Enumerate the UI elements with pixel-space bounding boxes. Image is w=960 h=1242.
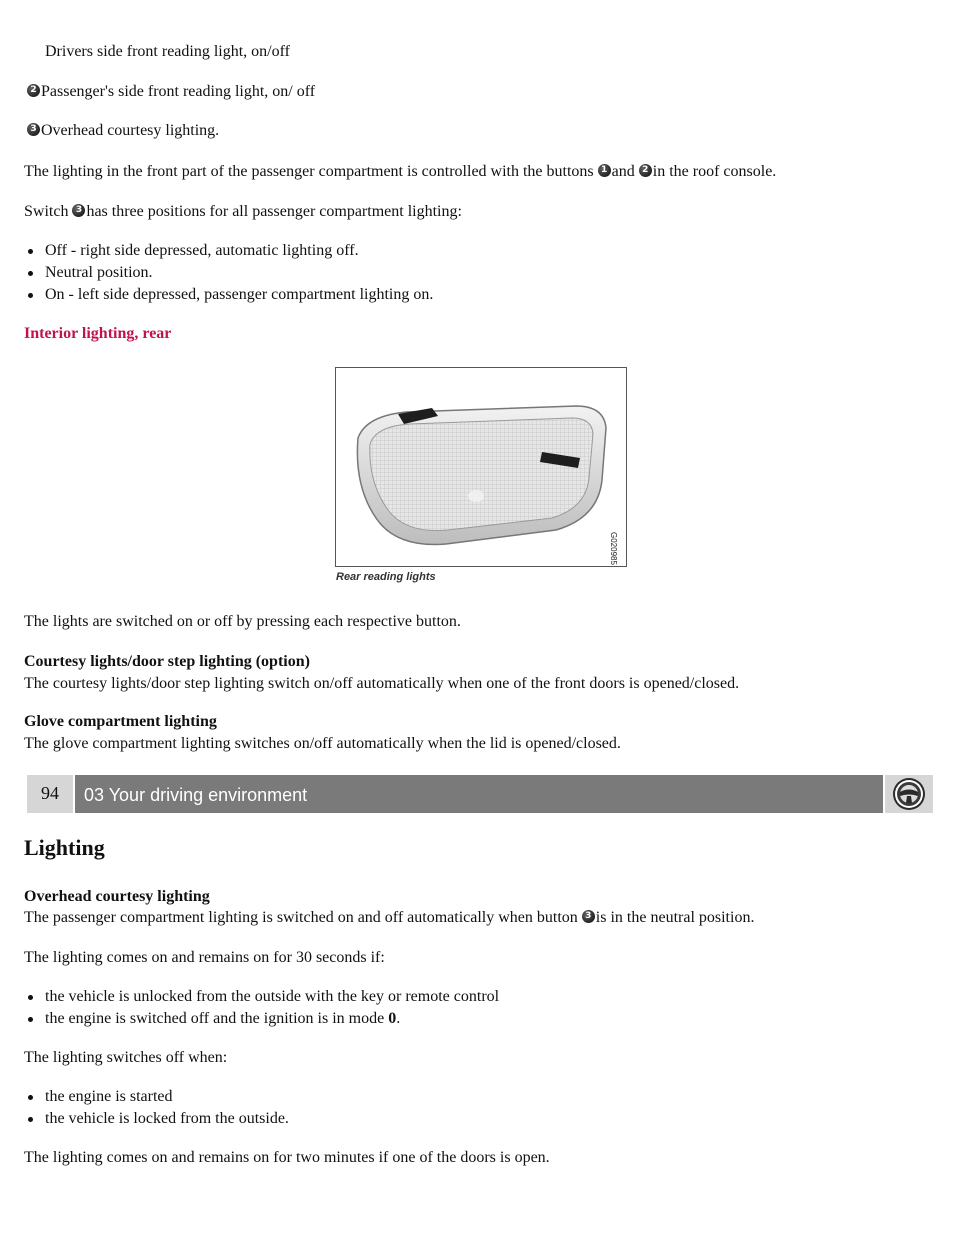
control-item-1	[45, 41, 290, 63]
control-item-1-text: Drivers side front reading light, on/off	[45, 43, 290, 60]
overhead-text-2: is in the neutral position.	[595, 909, 755, 926]
list-item: the vehicle is locked from the outside.	[24, 1108, 289, 1130]
logo-box	[885, 775, 933, 813]
section-title: 03 Your driving environment	[75, 775, 883, 813]
section-header-bar	[27, 775, 933, 813]
number-1-icon: 1	[598, 164, 611, 177]
number-3-icon: 3	[582, 910, 595, 923]
overhead-text-1: The passenger compartment lighting is switched on and off automatically when button	[24, 909, 578, 926]
number-2-icon: 2	[639, 164, 652, 177]
switch-positions-list	[24, 240, 433, 306]
list-item: the engine is started	[24, 1086, 289, 1108]
thirty-seconds-intro: The lighting comes on and remains on for 30 seconds if:	[24, 949, 385, 966]
list-item-text: the engine is switched off and the ignition is in mode	[45, 1010, 385, 1027]
front-lighting-paragraph	[24, 161, 776, 183]
list-item: Neutral position.	[24, 262, 433, 284]
lamp-lens	[370, 418, 593, 531]
switches-off-list	[24, 1086, 289, 1130]
switch-para-text-1: Switch	[24, 203, 69, 220]
thirty-seconds-list	[24, 986, 499, 1030]
control-item-2-text: Passenger's side front reading light, on/ off	[41, 83, 316, 100]
list-item: Off - right side depressed, automatic lighting off.	[24, 240, 433, 262]
glove-heading: Glove compartment lighting	[24, 713, 217, 730]
list-item: On - left side depressed, passenger compartment lighting on.	[24, 284, 433, 306]
list-item: the vehicle is unlocked from the outside with the key or remote control	[24, 986, 499, 1008]
list-item	[24, 1008, 499, 1030]
number-2-icon: 2	[27, 84, 40, 97]
two-minutes-paragraph: The lighting comes on and remains on for two minutes if one of the doors is open.	[24, 1149, 550, 1166]
control-item-3	[27, 120, 219, 142]
figure-code: G020985	[609, 532, 618, 565]
number-3-icon: 3	[27, 123, 40, 136]
list-item-end: .	[396, 1010, 401, 1027]
overhead-heading: Overhead courtesy lighting	[24, 888, 210, 905]
rear-lighting-heading[interactable]: Interior lighting, rear	[24, 325, 172, 342]
front-para-text-2: and	[611, 163, 635, 180]
courtesy-heading: Courtesy lights/door step lighting (option)	[24, 653, 310, 670]
page-number: 94	[27, 775, 73, 813]
figure-caption: Rear reading lights	[336, 571, 436, 583]
front-para-text-1: The lighting in the front part of the passenger compartment is controlled with the buttons	[24, 163, 594, 180]
steering-wheel-icon	[885, 775, 933, 813]
glove-text: The glove compartment lighting switches on/off automatically when the lid is opened/closed.	[24, 735, 621, 752]
control-item-2	[27, 81, 315, 103]
switches-off-intro: The lighting switches off when:	[24, 1049, 228, 1066]
control-item-3-text: Overhead courtesy lighting.	[41, 122, 220, 139]
courtesy-text: The courtesy lights/door step lighting switch on/off automatically when one of the front doors is opened/closed.	[24, 675, 740, 692]
rear-paragraph: The lights are switched on or off by pressing each respective button.	[24, 613, 461, 630]
number-3-icon: 3	[72, 204, 85, 217]
ignition-mode-value: 0	[388, 1010, 397, 1027]
rear-reading-light-illustration	[336, 368, 626, 566]
front-para-text-3: in the roof console.	[652, 163, 777, 180]
switch-para-text-2: has three positions for all passenger compartment lighting:	[86, 203, 462, 220]
overhead-paragraph	[24, 907, 754, 929]
lighting-title: Lighting	[24, 835, 105, 860]
switch-paragraph	[24, 201, 462, 223]
rear-reading-lights-figure	[335, 367, 627, 567]
